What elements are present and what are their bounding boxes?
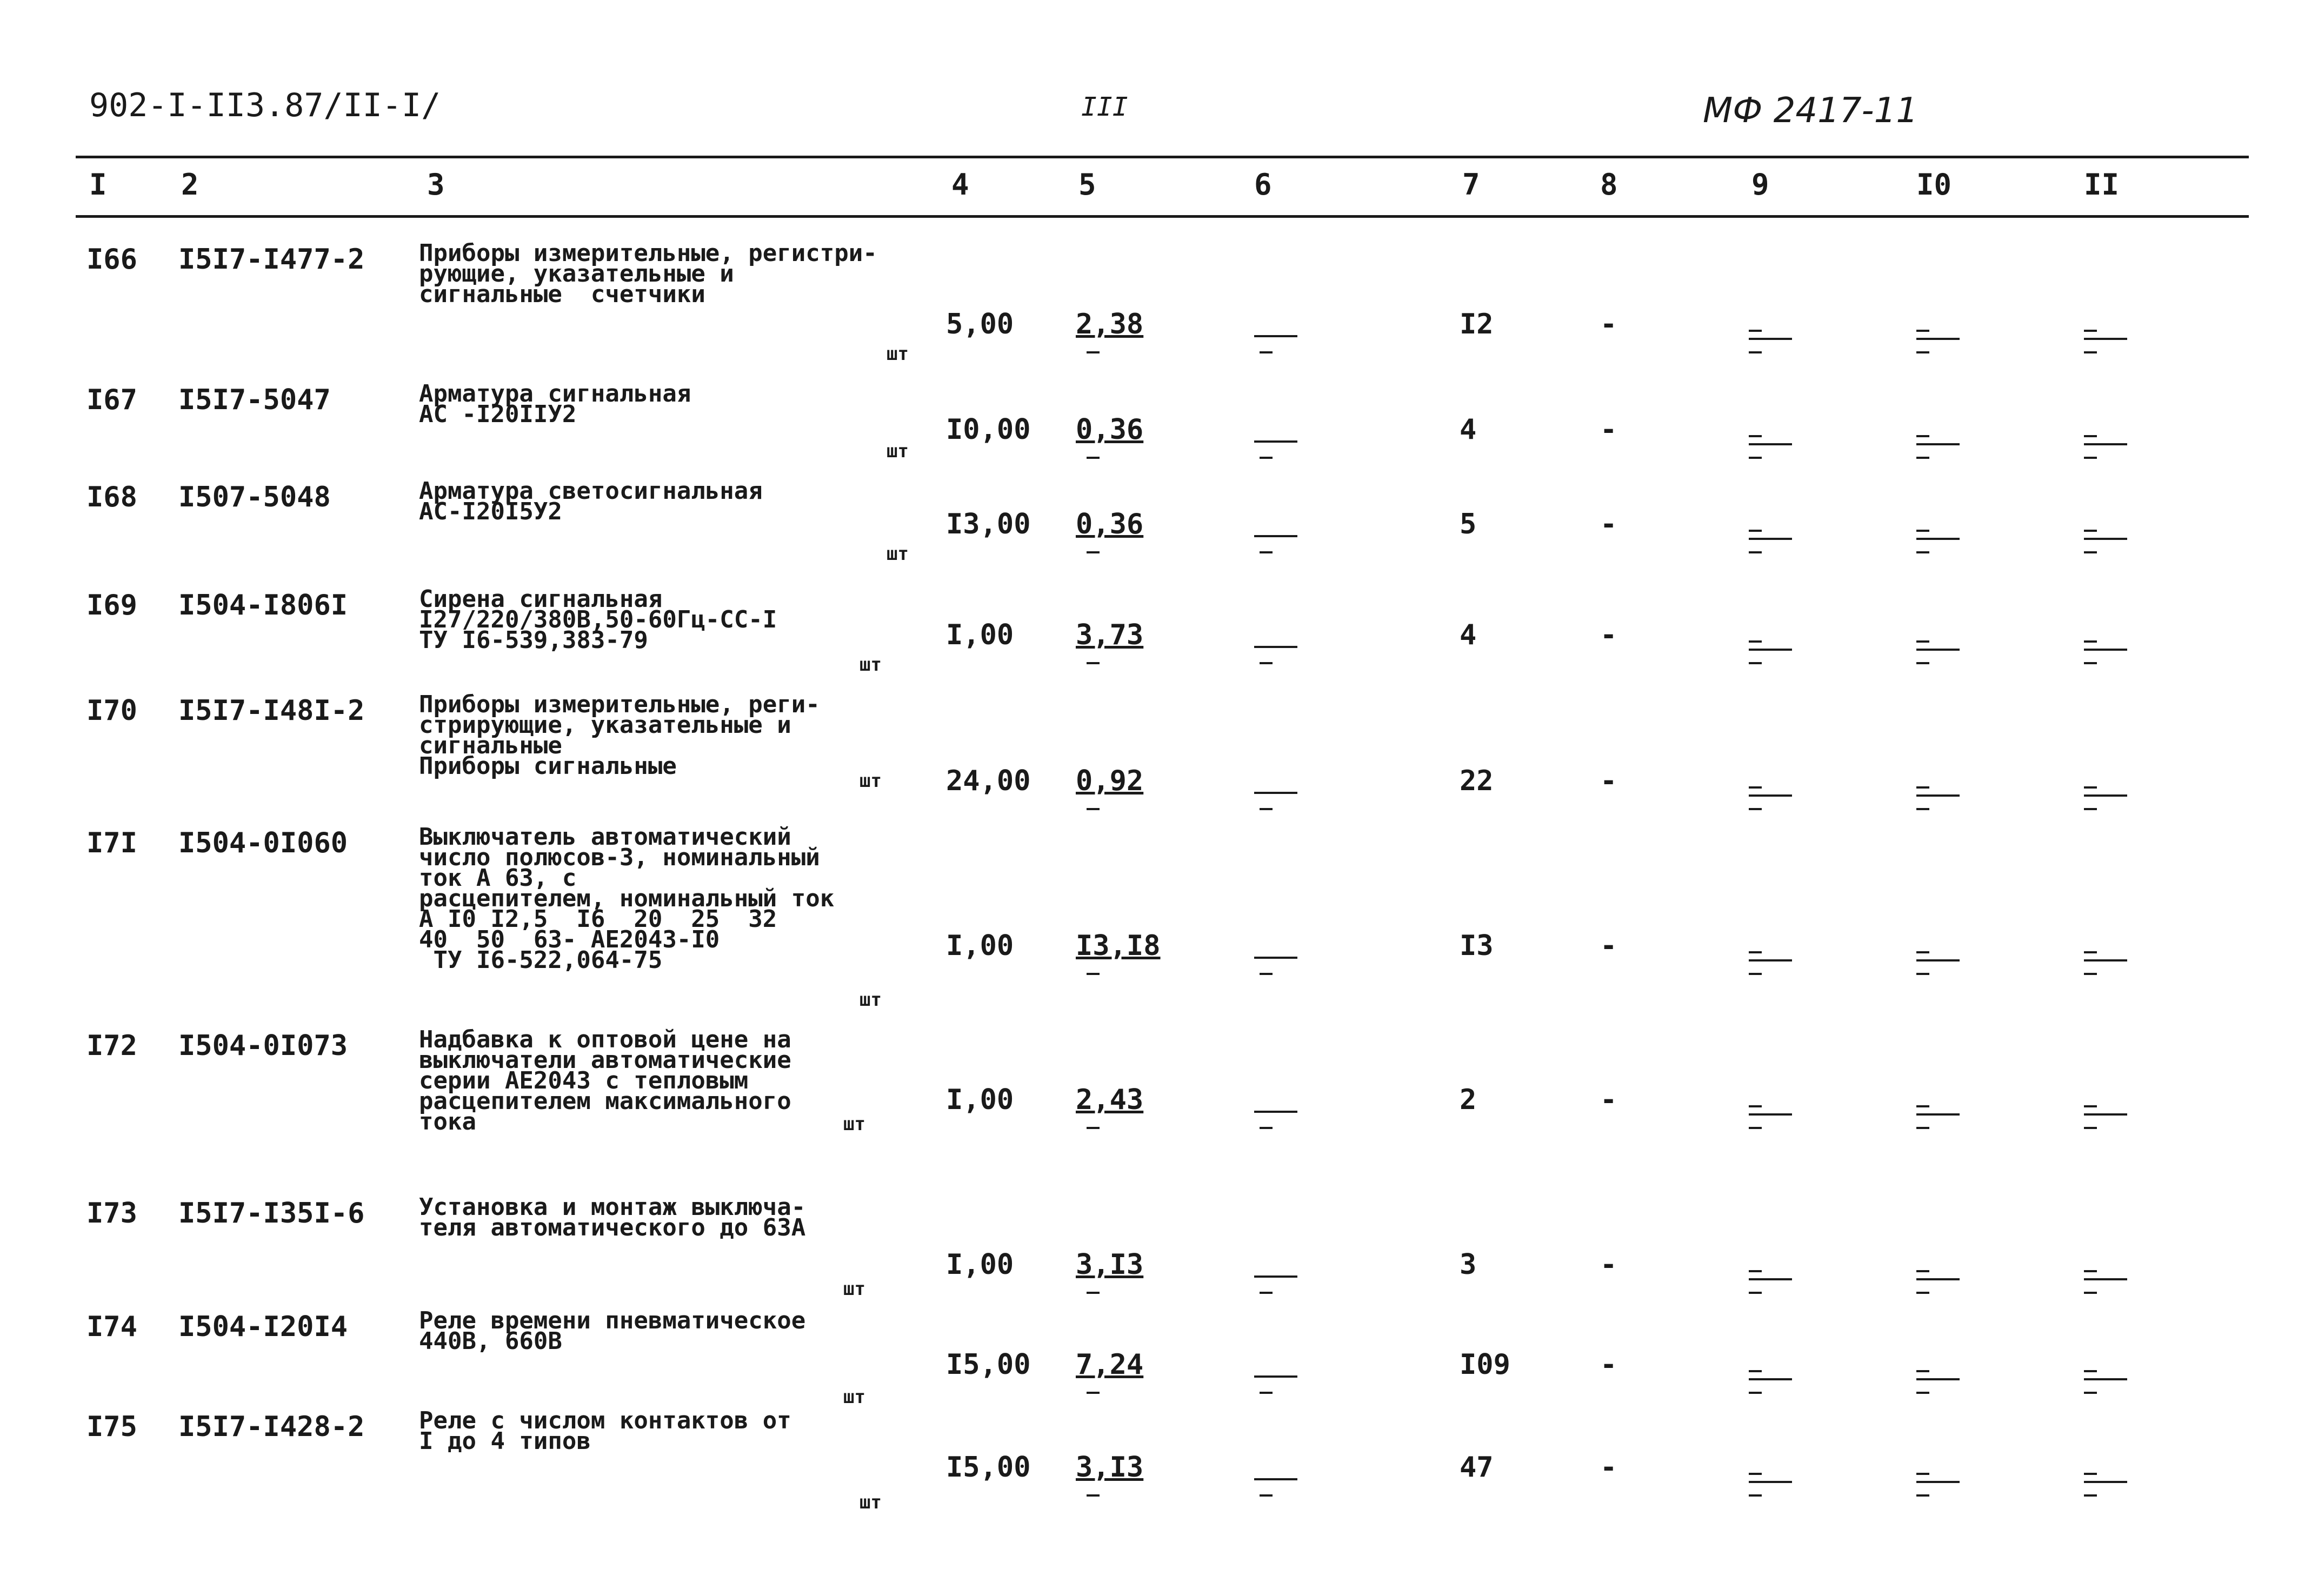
column-10-dash-long: [1916, 1113, 1960, 1116]
row-number: I66: [86, 243, 137, 276]
quantity: 5,00: [946, 308, 1014, 340]
column-11-sub-dash: [2084, 1392, 2097, 1394]
price-sub-dash: [1087, 1127, 1100, 1129]
quantity: I,00: [946, 930, 1014, 962]
column-11-dash: [2084, 640, 2097, 643]
unit-label: шт: [843, 1113, 865, 1135]
column-8-value: -: [1600, 1084, 1617, 1116]
column-9-dash-long: [1749, 1113, 1792, 1116]
column-7-value: 22: [1460, 765, 1494, 797]
unit-label: шт: [860, 654, 882, 676]
item-code: I5I7-I48I-2: [178, 695, 365, 727]
column-9-dash-long: [1749, 1481, 1792, 1483]
item-name: Надбавка к оптовой цене на выключатели автоматические серии АЕ2043 с тепловым расцепителем максимального тока: [419, 1026, 791, 1136]
column-6-sub-dash: [1260, 1127, 1273, 1129]
quantity: I5,00: [946, 1451, 1031, 1484]
column-11-dash-long: [2084, 443, 2127, 445]
column-11-dash-long: [2084, 1113, 2127, 1116]
column-7-value: 5: [1460, 508, 1477, 540]
column-7-value: I09: [1460, 1348, 1510, 1381]
column-9-dash: [1749, 530, 1762, 532]
column-11-dash: [2084, 786, 2097, 789]
column-10-sub-dash: [1916, 662, 1929, 664]
column-header-9: 9: [1751, 168, 1769, 202]
column-11-dash-long: [2084, 794, 2127, 797]
column-6-sub-dash: [1260, 662, 1273, 664]
row-number: I67: [86, 384, 137, 416]
price-sub-dash: [1087, 457, 1100, 459]
column-9-dash-long: [1749, 443, 1792, 445]
column-9-sub-dash: [1749, 551, 1762, 553]
quantity: 24,00: [946, 765, 1031, 797]
column-11-sub-dash: [2084, 973, 2097, 975]
column-9-sub-dash: [1749, 808, 1762, 810]
column-11-sub-dash: [2084, 662, 2097, 664]
item-name: Выключатель автоматический число полюсов-3, номинальный ток А 63, с расцепителем, номинальный ток А I0 I2,5 I6 20 25 32 40 50 63- АЕ2043-I0 ТУ I6-522,064-75: [419, 823, 835, 974]
unit-price: 2,38: [1076, 308, 1144, 340]
column-10-dash-long: [1916, 794, 1960, 797]
column-11-dash-long: [2084, 1481, 2127, 1483]
column-header-11: II: [2084, 168, 2120, 202]
column-11-dash: [2084, 1370, 2097, 1372]
unit-price: 2,43: [1076, 1084, 1144, 1116]
column-11-dash-long: [2084, 338, 2127, 340]
column-9-sub-dash: [1749, 1392, 1762, 1394]
price-sub-dash: [1087, 808, 1100, 810]
column-10-dash: [1916, 530, 1929, 532]
column-6-sub-dash: [1260, 351, 1273, 353]
column-11-dash: [2084, 435, 2097, 437]
column-8-value: -: [1600, 413, 1617, 446]
column-6-dash: [1254, 440, 1297, 443]
item-code: I504-0I073: [178, 1030, 348, 1062]
column-11-sub-dash: [2084, 1292, 2097, 1294]
column-9-dash-long: [1749, 338, 1792, 340]
column-header-8: 8: [1600, 168, 1618, 202]
column-7-value: 3: [1460, 1248, 1477, 1281]
reference-code: МФ 2417-11: [1703, 91, 1919, 131]
column-10-dash: [1916, 1270, 1929, 1272]
unit-price: 3,I3: [1076, 1248, 1144, 1281]
column-11-dash: [2084, 330, 2097, 332]
column-10-dash-long: [1916, 1481, 1960, 1483]
column-11-dash-long: [2084, 538, 2127, 540]
row-number: I68: [86, 481, 137, 513]
column-10-dash: [1916, 1473, 1929, 1475]
row-number: I69: [86, 589, 137, 622]
column-9-dash: [1749, 1270, 1762, 1272]
unit-label: шт: [860, 770, 882, 792]
column-header-3: 3: [427, 168, 445, 202]
row-number: I70: [86, 695, 137, 727]
column-10-dash: [1916, 786, 1929, 789]
column-11-sub-dash: [2084, 1494, 2097, 1497]
column-9-dash-long: [1749, 1378, 1792, 1380]
column-6-sub-dash: [1260, 1292, 1273, 1294]
column-9-dash: [1749, 951, 1762, 953]
unit-price: 3,I3: [1076, 1451, 1144, 1484]
item-code: I5I7-I477-2: [178, 243, 365, 276]
item-name: Реле времени пневматическое 440В, 660В: [419, 1307, 806, 1355]
column-9-dash-long: [1749, 1278, 1792, 1280]
item-name: Установка и монтаж выключа- теля автоматического до 63А: [419, 1193, 806, 1241]
row-number: I75: [86, 1411, 137, 1443]
column-11-dash: [2084, 951, 2097, 953]
column-10-dash-long: [1916, 443, 1960, 445]
column-header-7: 7: [1462, 168, 1480, 202]
column-9-sub-dash: [1749, 1292, 1762, 1294]
column-7-value: 2: [1460, 1084, 1477, 1116]
column-6-sub-dash: [1260, 551, 1273, 553]
column-7-value: I2: [1460, 308, 1494, 340]
unit-price: 7,24: [1076, 1348, 1144, 1381]
price-sub-dash: [1087, 973, 1100, 975]
column-10-sub-dash: [1916, 973, 1929, 975]
unit-price: 0,36: [1076, 508, 1144, 540]
column-6-dash: [1254, 535, 1297, 537]
item-code: I5I7-5047: [178, 384, 331, 416]
column-10-dash: [1916, 330, 1929, 332]
price-sub-dash: [1087, 551, 1100, 553]
column-9-dash: [1749, 435, 1762, 437]
column-6-sub-dash: [1260, 1392, 1273, 1394]
unit-label: шт: [860, 1492, 882, 1513]
column-10-sub-dash: [1916, 457, 1929, 459]
column-10-sub-dash: [1916, 1392, 1929, 1394]
column-6-dash: [1254, 1478, 1297, 1480]
column-11-dash: [2084, 1105, 2097, 1107]
column-6-dash: [1254, 957, 1297, 959]
column-6-dash: [1254, 646, 1297, 648]
row-number: I73: [86, 1197, 137, 1230]
price-sub-dash: [1087, 351, 1100, 353]
unit-label: шт: [843, 1386, 865, 1408]
column-6-dash: [1254, 1375, 1297, 1378]
column-10-dash: [1916, 435, 1929, 437]
column-7-value: I3: [1460, 930, 1494, 962]
column-10-sub-dash: [1916, 1494, 1929, 1497]
item-code: I504-0I060: [178, 827, 348, 859]
item-name: Арматура светосигнальная АС-I20I5У2: [419, 477, 763, 525]
price-sub-dash: [1087, 662, 1100, 664]
column-8-value: -: [1600, 1248, 1617, 1281]
row-number: I72: [86, 1030, 137, 1062]
item-code: I5I7-I428-2: [178, 1411, 365, 1443]
column-9-sub-dash: [1749, 1127, 1762, 1129]
column-10-dash: [1916, 640, 1929, 643]
quantity: I,00: [946, 1248, 1014, 1281]
column-7-value: 47: [1460, 1451, 1494, 1484]
column-7-value: 4: [1460, 413, 1477, 446]
column-11-dash-long: [2084, 1378, 2127, 1380]
column-11-dash-long: [2084, 649, 2127, 651]
price-sub-dash: [1087, 1392, 1100, 1394]
column-header-4: 4: [951, 168, 969, 202]
column-9-dash: [1749, 1370, 1762, 1372]
column-10-dash: [1916, 1370, 1929, 1372]
column-11-dash: [2084, 1473, 2097, 1475]
column-9-dash-long: [1749, 649, 1792, 651]
column-9-dash: [1749, 1473, 1762, 1475]
column-11-sub-dash: [2084, 808, 2097, 810]
column-10-sub-dash: [1916, 1292, 1929, 1294]
unit-price: 3,73: [1076, 619, 1144, 651]
column-8-value: -: [1600, 1348, 1617, 1381]
unit-label: шт: [887, 440, 909, 462]
column-10-dash-long: [1916, 1278, 1960, 1280]
column-9-dash: [1749, 640, 1762, 643]
unit-label: шт: [887, 343, 909, 365]
column-header-6: 6: [1254, 168, 1272, 202]
column-9-dash: [1749, 786, 1762, 789]
column-10-dash-long: [1916, 338, 1960, 340]
column-11-sub-dash: [2084, 551, 2097, 553]
column-9-dash-long: [1749, 794, 1792, 797]
item-code: I504-I806I: [178, 589, 348, 622]
column-10-dash-long: [1916, 1378, 1960, 1380]
column-9-dash-long: [1749, 538, 1792, 540]
column-10-dash-long: [1916, 959, 1960, 961]
document-code: 902-I-II3.87/II-I/: [89, 86, 441, 124]
column-11-dash: [2084, 530, 2097, 532]
column-9-sub-dash: [1749, 1494, 1762, 1497]
unit-label: шт: [887, 543, 909, 565]
column-11-sub-dash: [2084, 457, 2097, 459]
column-6-dash: [1254, 792, 1297, 794]
unit-price: I3,I8: [1076, 930, 1161, 962]
price-sub-dash: [1087, 1494, 1100, 1497]
column-10-sub-dash: [1916, 551, 1929, 553]
quantity: I0,00: [946, 413, 1031, 446]
unit-price: 0,92: [1076, 765, 1144, 797]
column-10-sub-dash: [1916, 808, 1929, 810]
column-6-sub-dash: [1260, 808, 1273, 810]
column-6-sub-dash: [1260, 1494, 1273, 1497]
unit-price: 0,36: [1076, 413, 1144, 446]
item-name: Приборы измерительные, регистри- рующие, указательные и сигнальные счетчики: [419, 239, 877, 308]
column-8-value: -: [1600, 1451, 1617, 1484]
item-code: I5I7-I35I-6: [178, 1197, 365, 1230]
column-9-sub-dash: [1749, 973, 1762, 975]
column-10-sub-dash: [1916, 351, 1929, 353]
column-9-dash: [1749, 1105, 1762, 1107]
column-9-dash-long: [1749, 959, 1792, 961]
item-name: Сирена сигнальная I27/220/380В,50-60Гц-СС-I ТУ I6-539,383-79: [419, 585, 777, 654]
quantity: I3,00: [946, 508, 1031, 540]
quantity: I,00: [946, 1084, 1014, 1116]
column-10-dash: [1916, 1105, 1929, 1107]
column-9-sub-dash: [1749, 351, 1762, 353]
column-11-dash: [2084, 1270, 2097, 1272]
column-6-dash: [1254, 335, 1297, 337]
column-9-dash: [1749, 330, 1762, 332]
column-header-10: I0: [1916, 168, 1952, 202]
item-code: I507-5048: [178, 481, 331, 513]
quantity: I,00: [946, 619, 1014, 651]
column-9-sub-dash: [1749, 662, 1762, 664]
column-7-value: 4: [1460, 619, 1477, 651]
row-number: I74: [86, 1311, 137, 1343]
column-10-dash-long: [1916, 649, 1960, 651]
column-9-sub-dash: [1749, 457, 1762, 459]
unit-label: шт: [843, 1278, 865, 1300]
price-sub-dash: [1087, 1292, 1100, 1294]
top-rule: [76, 156, 2249, 158]
column-8-value: -: [1600, 308, 1617, 340]
column-6-sub-dash: [1260, 457, 1273, 459]
unit-label: шт: [860, 989, 882, 1011]
column-11-dash-long: [2084, 959, 2127, 961]
row-number: I7I: [86, 827, 137, 859]
column-8-value: -: [1600, 508, 1617, 540]
column-11-dash-long: [2084, 1278, 2127, 1280]
column-10-dash-long: [1916, 538, 1960, 540]
column-header-5: 5: [1078, 168, 1096, 202]
item-name: Приборы измерительные, реги- стрирующие, указательные и сигнальные Приборы сигнальные: [419, 691, 820, 780]
column-6-sub-dash: [1260, 973, 1273, 975]
column-10-dash: [1916, 951, 1929, 953]
page-number: III: [1081, 92, 1128, 122]
item-name: Реле с числом контактов от I до 4 типов: [419, 1407, 791, 1455]
quantity: I5,00: [946, 1348, 1031, 1381]
column-8-value: -: [1600, 930, 1617, 962]
column-8-value: -: [1600, 765, 1617, 797]
column-8-value: -: [1600, 619, 1617, 651]
item-name: Арматура сигнальная АС -I20IIУ2: [419, 380, 691, 428]
column-6-dash: [1254, 1276, 1297, 1278]
column-11-sub-dash: [2084, 1127, 2097, 1129]
column-header-2: 2: [181, 168, 199, 202]
column-10-sub-dash: [1916, 1127, 1929, 1129]
column-6-dash: [1254, 1111, 1297, 1113]
column-header-1: I: [89, 168, 107, 202]
header-rule: [76, 215, 2249, 218]
column-11-sub-dash: [2084, 351, 2097, 353]
item-code: I504-I20I4: [178, 1311, 348, 1343]
